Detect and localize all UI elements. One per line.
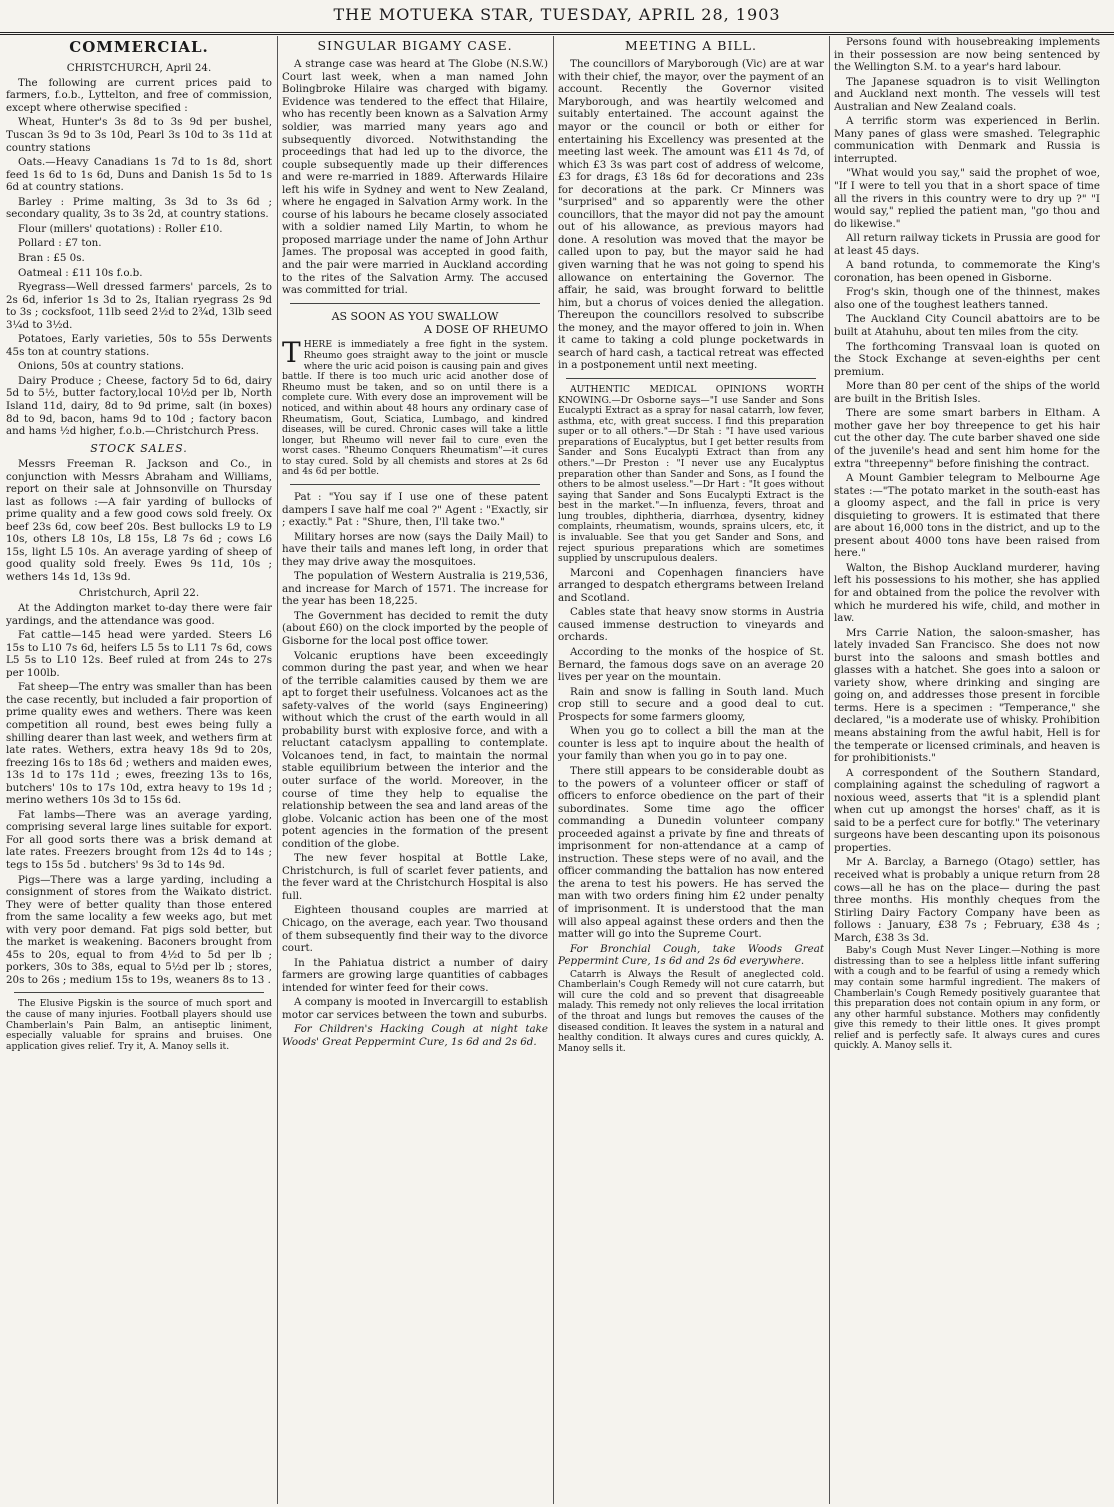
stock-sales-heading: STOCK SALES. bbox=[90, 441, 188, 455]
page-columns bbox=[6, 36, 1110, 1504]
dateline: Christchurch, April 22. bbox=[78, 587, 200, 600]
paragraph: A band rotunda, to commemorate the King's coronation, has been opened in Gisborne. bbox=[834, 259, 1100, 284]
paragraph: Bran : £5 0s. bbox=[18, 251, 85, 264]
divider bbox=[566, 378, 816, 379]
paragraph: Barley : Prime malting, 3s 3d to 3s 6d ; secondary quality, 3s to 3s 2d, at country stations. bbox=[6, 195, 272, 221]
rheumo-ad-text: HERE is immediately a free fight in the system. Rheumo goes straight away to the joint or muscle where the uric acid poison is causing pain and gives battle. If there is too much uric acid another dose of Rheumo must be taken, and so on until there is a complete cure. With every dose an improvement will be noticed, and within about 48 hours any ordinary case of Rheumatism, Gout, Sciatica, Lumbago, and kindred diseases, will be cured. Chronic cases will take a little longer, but Rheumo will never fail to cure even the worst cases. "Rheumo Conquers Rheumatism"—it cures to stay cured. Sold by all chemists and stores at 2s 6d and 4s 6d per bottle. bbox=[282, 339, 548, 478]
advertisement: For Bronchial Cough, take Woods Great Peppermint Cure, 1s 6d and 2s 6d everywhere. bbox=[558, 942, 824, 968]
paragraph: Messrs Freeman R. Jackson and Co., in conjunction with Messrs Abraham and Williams, report on their sale at Johnsonville on Thursday last as follows :—A fair yarding of bullocks of prime quality and a few good cows sold freely. Ox beef 23s 6d, cow beef 20s. Best bullocks L9 to L9 10s, others L8 10s, L8 15s, L8 7s 6d ; cows L6 15s, light L5 10s. An average yarding of sheep of good quality sold freely. Ewes 9s 11d, 10s ; wethers 14s 1d, 13s 9d. bbox=[6, 458, 272, 583]
paragraph: Pigs—There was a large yarding, including a consignment of stores from the Waikato district. They were of better quality than those entered from the same locality a few weeks ago, but met with very poor demand. Fat pigs sold better, but the market is weakening. Baconers brought from 45s to 20s, equal to from 4½d to 5d per lb ; porkers, 30s to 38s, equal to 5½d per lb ; stores, 20s to 26s ; medium 15s to 19s, weaners 8s to 13 . bbox=[6, 873, 272, 986]
paragraph: There are some smart barbers in Eltham. A mother gave her boy threepence to get his hair cut the other day. The cute barber shaved one side of the juvenile's head and sent him home for the extra "threepenny" before finishing the contract. bbox=[834, 407, 1100, 470]
rheumo-ad-body bbox=[282, 336, 548, 478]
paragraph: Ryegrass—Well dressed farmers' parcels, 2s to 2s 6d, inferior 1s 3d to 2s, Italian ryegrass 2s 9d to 3s ; cocksfoot, 11lb seed 2½d to 2¾d, 13lb seed 3¼d to 3½d. bbox=[6, 281, 272, 331]
divider bbox=[290, 484, 540, 485]
paragraph: According to the monks of the hospice of St. Bernard, the famous dogs save on an average 20 lives per year on the mountain. bbox=[558, 646, 824, 684]
paragraph: Flour (millers' quotations) : Roller £10. bbox=[18, 222, 223, 235]
advertisement: The Elusive Pigskin is the source of much sport and the cause of many injuries. Football players should use Chamberlain's Pain Balm, an antiseptic liniment, especially valuable for sprains and bruises. One application gives relief. Try it, A. Manoy sells it. bbox=[6, 998, 272, 1052]
drop-cap: T bbox=[282, 336, 301, 370]
paragraph: In the Pahiatua district a number of dairy farmers are growing large quantities of cabbages intended for winter feed for their cows. bbox=[282, 956, 548, 994]
column-news-items bbox=[834, 36, 1100, 1504]
paragraph: The Japanese squadron is to visit Wellington and Auckland next month. The vessels will test Australian and New Zealand coals. bbox=[834, 75, 1100, 113]
paragraph: The forthcoming Transvaal loan is quoted on the Stock Exchange at seven-eighths per cent premium. bbox=[834, 340, 1100, 378]
paragraph: Onions, 50s at country stations. bbox=[18, 360, 184, 373]
paragraph: Oatmeal : £11 10s f.o.b. bbox=[18, 266, 143, 279]
paragraph: All return railway tickets in Prussia are good for at least 45 days. bbox=[834, 232, 1100, 257]
divider bbox=[14, 992, 264, 993]
masthead: THE MOTUEKA STAR, TUESDAY, APRIL 28, 1903 bbox=[0, 0, 1114, 35]
paragraph: Pat : "You say if I use one of these patent dampers I save half me coal ?" Agent : "Exactly, sir ; exactly." Pat : "Shure, then, I'll take two." bbox=[282, 490, 548, 529]
paragraph: Frog's skin, though one of the thinnest, makes also one of the toughest leathers tanned. bbox=[834, 286, 1100, 311]
paragraph: The councillors of Maryborough (Vic) are at war with their chief, the mayor, over the payment of an account. Recently the Governor visited Maryborough, and was heartily welcomed and suitably entertained. The account against the mayor or the council or both or either for entertaining his Excellency was presented at the meeting last week. The amount was £11 4s 7d, of which £3 3s was part cost of address of welcome, £3 for drags, £3 18s 6d for decorations and 23s for decorations at the park. Cr Minners was "surprised" and so apparently were the other councillors, that the mayor did not pay the amount out of his allowance, as previous mayors had done. A resolution was moved that the mayor be called upon to pay, but the mayor said he had given warning that he was not going to spend his allowance on entertaining the Governor. The affair, he said, was brought forward to belittle him, but a chorus of voices denied the allegation. Thereupon the councillors resolved to subscribe the money, and the mayor offered to join in. When it came to taking a cold plunge pocketwards in search of hard cash, a tactical retreat was effected in a postponement until next meeting. bbox=[558, 58, 824, 372]
paragraph: Fat cattle—145 head were yarded. Steers L6 15s to L10 7s 6d, heifers L5 5s to L11 7s 6d, cows L5 5s to L10 12s. Beef ruled at from 24s to 27s per 100lb. bbox=[6, 629, 272, 679]
paragraph: When you go to collect a bill the man at the counter is less apt to inquire about the health of your family than when you go in to pay one. bbox=[558, 725, 824, 763]
column-rule bbox=[553, 36, 554, 1504]
paragraph: A Mount Gambier telegram to Melbourne Age states :—"The potato market in the south-east has a gloomy aspect, and the fall in price is very disquieting to growers. It is estimated that there are about 16,000 tons in the district, and up to the present about 4000 tons have been raised from here." bbox=[834, 472, 1100, 560]
commercial-heading: COMMERCIAL. bbox=[69, 38, 209, 56]
meeting-bill-heading: MEETING A BILL. bbox=[625, 38, 757, 53]
paragraph: Eighteen thousand couples are married at Chicago, on the average, each year. Two thousand of them subsequently find their way to the divorce court. bbox=[282, 904, 548, 955]
paragraph: Mr A. Barclay, a Barnego (Otago) settler, has received what is probably a unique return from 28 cows—all he has on the place— during the past three months. His monthly cheques from the Stirling Dairy Factory Company have been as follows : January, £38 7s ; February, £38 4s ; March, £38 3s 3d. bbox=[834, 856, 1100, 944]
paragraph: Walton, the Bishop Auckland murderer, having left his possessions to his mother, she has applied for and obtained from the police the revolver with which he murdered his wife, child, and mother in law. bbox=[834, 561, 1100, 625]
paragraph: Military horses are now (says the Daily Mail) to have their tails and manes left long, in order that they may drive away the mosquitoes. bbox=[282, 530, 548, 568]
paragraph: Dairy Produce ; Cheese, factory 5d to 6d, dairy 5d to 5½, butter factory,local 10½d per lb, North Island 11d, dairy, 8d to 9d prime, salt (in boxes) 8d to 9d, bacon, hams 9d to 10d ; factory bacon and hams ½d higher, f.o.b.—Christchurch Press. bbox=[6, 374, 272, 438]
column-bigamy bbox=[282, 36, 548, 1504]
paragraph: Mrs Carrie Nation, the saloon-smasher, has lately invaded San Francisco. She does not now burst into the saloons and smash bottles and glasses with a hatchet. She goes into a saloon or variety show, where drinking and singing are going on, and addresses those present in forcible terms. Here is a specimen : "Temperance," she declared, "is a moderate use of whisky. Prohibition means abstaining from the awful habit, Hell is for the temperate or licensed criminals, and heaven is for prohibitionists." bbox=[834, 626, 1100, 765]
column-commercial bbox=[6, 36, 272, 1504]
paragraph: The population of Western Australia is 219,536, and increase for March of 1571. The increase for the year has been 18,225. bbox=[282, 570, 548, 608]
column-rule bbox=[277, 36, 278, 1504]
paragraph: The following are current prices paid to farmers, f.o.b., Lyttelton, and free of commission, except where otherwise specified : bbox=[6, 76, 272, 114]
paragraph: Marconi and Copenhagen financiers have arranged to despatch ethergrams between Ireland and Scotland. bbox=[558, 566, 824, 604]
paragraph: A company is mooted in Invercargill to establish motor car services between the town and suburbs. bbox=[282, 996, 548, 1021]
paragraph: The Auckland City Council abattoirs are to be built at Atahuhu, about ten miles from the city. bbox=[834, 313, 1100, 339]
bigamy-heading: SINGULAR BIGAMY CASE. bbox=[317, 38, 513, 53]
advertisement: For Children's Hacking Cough at night take Woods' Great Peppermint Cure, 1s 6d and 2s 6d. bbox=[282, 1023, 548, 1048]
paragraph: A correspondent of the Southern Standard, complaining against the scheduling of ragwort a noxious weed, asserts that "it is a splendid plant when cut up amongst the horses' chaff, as it is said to be a perfect cure for botfly." The veterinary surgeons have been descanting upon its poisonous properties. bbox=[834, 766, 1100, 854]
advertisement: Baby's Cough Must Never Linger.—Nothing is more distressing than to see a helpless little infant suffering with a cough and to be fearful of using a remedy which may contain some harmful ingredient. The makers of Chamberlain's Cough Remedy positively guarantee that this preparation does not contain opium in any form, or any other harmful substance. Mothers may confidently give this remedy to their little ones. It gives prompt relief and is perfectly safe. It always cures and cures quickly. A. Manoy sells it. bbox=[834, 945, 1100, 1052]
paragraph: Potatoes, Early varieties, 50s to 55s Derwents 45s ton at country stations. bbox=[6, 333, 272, 358]
paragraph: At the Addington market to-day there were fair yardings, and the attendance was good. bbox=[6, 602, 272, 627]
paragraph: A terrific storm was experienced in Berlin. Many panes of glass were smashed. Telegraphic communication with Denmark and Russia is interrupted. bbox=[834, 115, 1100, 165]
paragraph: The Government has decided to remit the duty (about £60) on the clock imported by the people of Gisborne for the local post office tower. bbox=[282, 609, 548, 647]
paragraph: Fat sheep—The entry was smaller than has been the case recently, but included a fair proportion of prime quality ewes and wethers. There was keen competition all round, best ewes being fully a shilling dearer than last week, and wethers firm at late rates. Wethers, extra heavy 18s 9d to 20s, freezing 16s to 18s 6d ; wethers and maiden ewes, 13s 1d to 17s 11d ; ewes, freezing 13s to 16s, butchers' 10s to 17s 10d, extra heavy to 19s 1d ; merino wethers 10s 3d to 15s 6d. bbox=[6, 681, 272, 807]
paragraph: Wheat, Hunter's 3s 8d to 3s 9d per bushel, Tuscan 3s 9d to 3s 10d, Pearl 3s 10d to 3s 11d at country stations bbox=[6, 116, 272, 154]
divider bbox=[290, 303, 540, 304]
paragraph: There still appears to be considerable doubt as to the powers of a volunteer officer or staff of officers to enforce obedience on the part of their subordinates. Some time ago the officer commanding a Dunedin volunteer company proceeded against a private by fine and threats of imprisonment for non-attendance at a camp of instruction. These steps were of no avail, and the officer commanding the battalion has now entered the arena to test his powers. He has served the man with two orders fining him £2 under penalty of imprisonment. It is understood that the man will also appeal against these orders and then the matter will go into the Supreme Court. bbox=[558, 764, 824, 941]
paragraph: Fat lambs—There was an average yarding, comprising several large lines suitable for export. For all good sorts there was a brisk demand at late rates. Freezers brought from 12s 4d to 14s ; tegs to 15s 5d . butchers' 9s 3d to 14s 9d. bbox=[6, 808, 272, 871]
column-rule bbox=[829, 36, 830, 1504]
paragraph: "What would you say," said the prophet of woe, "If I were to tell you that in a short space of time all the rivers in this country were to dry up ?" "I would say," replied the patient man, "go thou and do likewise." bbox=[834, 167, 1100, 230]
paragraph: Pollard : £7 ton. bbox=[18, 237, 102, 250]
rheumo-ad-subheading: A DOSE OF RHEUMO bbox=[424, 323, 548, 337]
paragraph: Rain and snow is falling in South land. Much crop still to secure and a good deal to cut. Prospects for some farmers gloomy, bbox=[558, 685, 824, 723]
rheumo-ad-heading: AS SOON AS YOU SWALLOW bbox=[331, 309, 499, 323]
paragraph: The new fever hospital at Bottle Lake, Christchurch, is full of scarlet fever patients, and the fever ward at the Christchurch Hospital is also full. bbox=[282, 852, 548, 902]
advertisement: Catarrh is Always the Result of aneglected cold. Chamberlain's Cough Remedy will not cure catarrh, but will cure the cold and so prevent that disagreeable malady. This remedy not only relieves the local irritation of the throat and lungs but removes the causes of the diseased condition. It leaves the system in a natural and healthy condition. It always cures and cures quickly, A. Manoy sells it. bbox=[558, 968, 824, 1054]
paragraph: More than 80 per cent of the ships of the world are built in the British Isles. bbox=[834, 380, 1100, 405]
dateline: CHRISTCHURCH, April 24. bbox=[66, 62, 212, 75]
advertisement: AUTHENTIC MEDICAL OPINIONS WORTH KNOWING.—Dr Osborne says—"I use Sander and Sons Eucalypti Extract as a spray for nasal catarrh, low fever, asthma, etc, with great success. I find this preparation super or to all others."—Dr Stah : "I have used various preparations of Eucalyptus, but I get better results from Sander and Sons Eucalypti Extract than from any others."—Dr Preston : "I never use any Eucalyptus preparation other than Sander and Sons, as I found the others to be almost useless."—Dr Hart : "It goes without saying that Sander and Sons Eucalypti Extract is the best in the market."—In influenza, fevers, throat and lung troubles, diphtheria, diarrhœa, dysentry, kidney complaints, rheumatism, wounds, sprains ulcers, etc, it is invaluable. See that you get Sander and Sons, and reject spurious preparations which are sometimes supplied by unscrupulous dealers. bbox=[558, 383, 824, 565]
paragraph: Volcanic eruptions have been exceedingly common during the past year, and when we hear of the terrible calamities caused by them we are apt to forget their usefulness. Volcanoes act as the safety-valves of the world (says Engineering) without which the crust of the earth would in all probability burst with explosive force, and with a reluctant cataclysm appalling to contemplate. Volcanoes tend, in fact, to maintain the normal stable equilibrium between the interior and the outer surface of the world. Moreover, in the course of time they help to equalise the relationship between the sea and land areas of the globe. Volcanic action has been one of the most potent agencies in the formation of the present condition of the globe. bbox=[282, 649, 548, 850]
paragraph: Cables state that heavy snow storms in Austria caused immense destruction to vineyards and orchards. bbox=[558, 606, 824, 644]
column-meeting-bill bbox=[558, 36, 824, 1504]
paragraph: Persons found with housebreaking implements in their possession are now being sentenced by the Wellington S.M. to a year's hard labour. bbox=[834, 36, 1100, 74]
paragraph: A strange case was heard at The Globe (N.S.W.) Court last week, when a man named John Bolingbroke Hilaire was charged with bigamy. Evidence was tendered to the effect that Hilaire, who has recently been known as a Salvation Army soldier, was married many years ago and subsequently divorced. Notwithstanding the proceedings that had led up to the divorce, the couple subsequently made up their differences and were re-married in 1889. Afterwards Hilaire left his wife in Sydney and went to New Zealand, where he engaged in Salvation Army work. In the course of his labours he became closely associated with a soldier named Lily Martin, to whom he proposed marriage under the name of John Arthur James. The proposal was accepted in good faith, and the pair were married in Auckland according to the rites of the Salvation Army. The accused was committed for trial. bbox=[282, 58, 548, 297]
paragraph: Oats.—Heavy Canadians 1s 7d to 1s 8d, short feed 1s 6d to 1s 6d, Duns and Danish 1s 5d to 1s 6d at country stations. bbox=[6, 156, 272, 194]
